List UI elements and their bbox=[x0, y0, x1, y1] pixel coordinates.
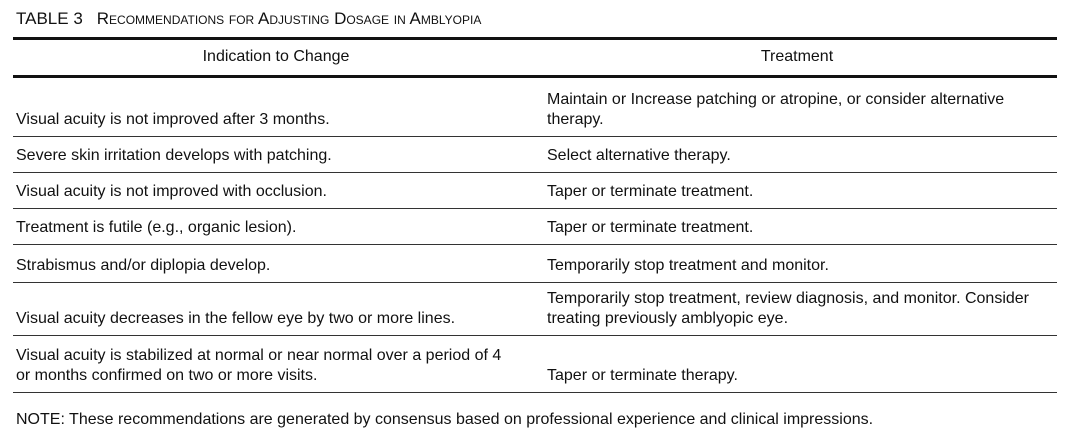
indication-cell: Strabismus and/or diplopia develop. bbox=[16, 257, 271, 274]
indication-cell: Visual acuity is not improved after 3 months. bbox=[16, 111, 330, 128]
table-row bbox=[13, 137, 1057, 173]
treatment-cell: Maintain or Increase patching or atropine, or consider alternative therapy. bbox=[547, 91, 1005, 128]
table-row bbox=[13, 336, 1057, 393]
column-header-treatment: Treatment bbox=[760, 48, 834, 65]
treatment-cell: Taper or terminate treatment. bbox=[547, 219, 754, 236]
table-caption: Recommendations for Adjusting Dosage in Amblyopia bbox=[96, 9, 482, 28]
table-row bbox=[13, 283, 1057, 336]
indication-cell: Severe skin irritation develops with patching. bbox=[16, 147, 332, 164]
treatment-cell: Taper or terminate therapy. bbox=[547, 367, 738, 384]
table-row bbox=[13, 173, 1057, 209]
indication-cell: Visual acuity is not improved with occlusion. bbox=[16, 183, 327, 200]
table-row bbox=[13, 209, 1057, 245]
indication-cell: Visual acuity is stabilized at normal or near normal over a period of 4 or months confirmed on two or more visits. bbox=[16, 347, 502, 384]
indication-cell: Visual acuity decreases in the fellow eye by two or more lines. bbox=[16, 310, 456, 327]
treatment-cell: Taper or terminate treatment. bbox=[547, 183, 754, 200]
table-top-rule bbox=[13, 37, 1057, 40]
table-label: TABLE 3 bbox=[16, 9, 83, 28]
treatment-cell: Select alternative therapy. bbox=[547, 147, 731, 164]
column-header-indication: Indication to Change bbox=[202, 48, 350, 65]
table-body bbox=[13, 78, 1057, 393]
treatment-cell: Temporarily stop treatment, review diagnosis, and monitor. Consider treating previously amblyopic eye. bbox=[547, 290, 1029, 327]
table-footnote: NOTE: These recommendations are generated by consensus based on professional experience and clinical impressions. bbox=[16, 411, 874, 428]
indication-cell: Treatment is futile (e.g., organic lesion). bbox=[16, 219, 297, 236]
table-title bbox=[16, 8, 481, 30]
table-row bbox=[13, 245, 1057, 283]
table-row bbox=[13, 78, 1057, 137]
treatment-cell: Temporarily stop treatment and monitor. bbox=[547, 257, 829, 274]
